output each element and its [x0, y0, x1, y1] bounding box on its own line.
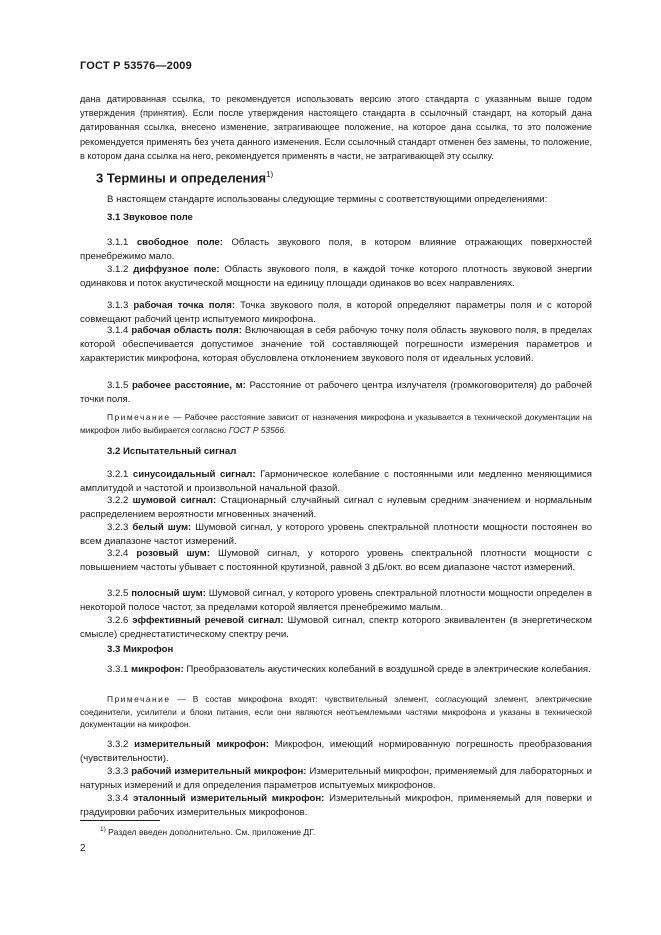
note-text: — Рабочее расстояние зависит от назначения микрофона и указывается в технической документации на микрофон либо выбирается согласно [80, 412, 593, 435]
term-3-3-3 [80, 765, 592, 793]
term-number: 3.2.5 [107, 588, 129, 599]
footnote-mark: 1) [100, 826, 106, 833]
term-3-3-4 [80, 792, 592, 820]
subsection-title-3-3: 3.3 Микрофон [107, 644, 174, 655]
term-name: микрофон: [131, 664, 184, 675]
term-3-1-1 [80, 236, 592, 264]
term-number: 3.2.3 [107, 522, 129, 533]
term-number: 3.1.1 [107, 237, 129, 248]
document-header: ГОСТ Р 53576—2009 [80, 60, 192, 72]
term-definition: Область звукового поля, в котором влияние отражающих поверхностей пренебрежимо мало. [80, 237, 592, 262]
term-definition: Гармоническое колебание с постоянными или медленно меняющимися амплитудой и частотой и произвольной начальной фазой. [80, 469, 592, 494]
term-number: 3.2.2 [107, 495, 129, 506]
term-definition: Включающая в себя рабочую точку поля область звукового поля, в пределах которой обеспечивается допустимое значение той составляющей погрешности измерения параметров и характеристик микрофона, которая обусловлена отклонением звукового поля от идеальных условий. [80, 325, 592, 364]
term-number: 3.3.3 [107, 766, 129, 777]
intro-paragraph: дана датированная ссылка, то рекомендуется использовать версию этого стандарта с указанным выше годом утверждения (принятия). Если после утверждения настоящего стандарта в ссылочный стандарт, на который дана датированная ссылка, внесено изменение, затрагивающее положение, на которое дана ссылка, то это положение рекомендуется применять без учета данного изменения. Если ссылочный стандарт отменен без замены, то положение, в котором дана ссылка на него, рекомендуется применять в части, не затрагивающей эту ссылку. [80, 94, 592, 161]
term-definition: Шумовой сигнал, спектр которого эквивалентен (в энергетическом смысле) среднестатистическому спектру речи. [80, 615, 592, 640]
term-3-2-5 [80, 587, 592, 615]
term-definition: Преобразователь акустических колебаний в воздушной среде в электрические колебания. [186, 664, 591, 675]
note-label: Примечание [107, 694, 171, 704]
footnote-separator [80, 820, 160, 821]
note-label: Примечание [107, 412, 171, 422]
note-reference: ГОСТ Р 53566. [228, 424, 287, 435]
term-3-3-2 [80, 738, 592, 766]
term-name: полосный шум: [131, 588, 206, 599]
footnote-text: Раздел введен дополнительно. См. приложение ДГ. [108, 826, 316, 837]
section-title: 3 Термины и определения [96, 170, 267, 186]
term-3-2-4 [80, 547, 592, 575]
term-number: 3.1.4 [107, 325, 129, 336]
term-definition: Шумовой сигнал, у которого уровень спектральной плотности мощности постоянен во всем диапазоне частот измерений. [80, 522, 593, 547]
term-3-1-3 [80, 299, 592, 327]
term-name: розовый шум: [136, 548, 210, 559]
term-number: 3.1.5 [107, 380, 129, 391]
term-name: измерительный микрофон: [134, 739, 269, 750]
footnote [100, 826, 315, 837]
term-3-2-6 [80, 614, 592, 642]
term-definition: Шумовой сигнал, у которого уровень спектральной плотности мощности с повышением частоты убывает с постоянной крутизной, равной 3 дБ/окт. во всем диапазоне частот измерений. [80, 548, 593, 573]
term-number: 3.2.1 [107, 469, 129, 480]
term-name: рабочее расстояние, м: [131, 380, 246, 391]
term-name: эталонный измерительный микрофон: [133, 793, 325, 804]
term-name: эффективный речевой сигнал: [132, 615, 284, 626]
term-definition: Стационарный случайный сигнал с нулевым средним значением и нормальным распределением вероятности мгновенных значений. [80, 495, 593, 520]
term-name: шумовой сигнал: [132, 495, 217, 506]
note-text: — В состав микрофона входят: чувствительный элемент, согласующий элемент, электрические соединители, усилители и блоки питания, если они являются неотъемлемыми частями микрофона и указаны в технической документации на микрофон. [80, 694, 592, 730]
term-definition: Шумовой сигнал, у которого уровень спектральной плотности мощности определен в некоторой полосе частот, за пределами которой является пренебрежимо малым. [80, 588, 592, 613]
subsection-title-3-1: 3.1 Звуковое поле [107, 212, 193, 223]
term-definition: Измерительный микрофон, применяемый для лабораторных и натурных измерений и для определения параметров испытуемых микрофонов. [80, 766, 592, 791]
term-3-1-4 [80, 324, 592, 366]
term-definition: Микрофон, имеющий нормированную погрешность преобразования (чувствительности). [80, 739, 592, 764]
term-name: белый шум: [132, 522, 192, 533]
term-definition: Область звукового поля, в каждой точке которого плотность звуковой энергии одинакова и поток акустической мощности на единицу площади одинаков во всех направлениях. [80, 264, 593, 289]
footnote-ref: 1) [266, 170, 274, 179]
note-3-3-1 [80, 693, 592, 731]
note-3-1-5 [80, 411, 592, 436]
term-definition: Расстояние от рабочего центра излучателя (громкоговорителя) до рабочей точки поля. [80, 380, 592, 405]
term-name: синусоидальный сигнал: [132, 469, 256, 480]
section-lead: В настоящем стандарте использованы следующие термины с соответствующими определениями: [107, 194, 548, 205]
term-number: 3.3.2 [107, 739, 129, 750]
term-number: 3.3.1 [107, 664, 129, 675]
subsection-title-3-2: 3.2 Испытательный сигнал [107, 446, 237, 457]
section-heading [96, 170, 273, 185]
page-number: 2 [80, 843, 86, 854]
term-name: рабочий измерительный микрофон: [131, 766, 307, 777]
term-3-1-5 [80, 379, 592, 407]
term-number: 3.2.4 [107, 548, 129, 559]
term-3-2-1 [80, 468, 592, 496]
term-3-3-1 [80, 663, 592, 677]
term-3-2-3 [80, 521, 592, 549]
term-name: рабочая область поля: [131, 325, 242, 336]
term-name: рабочая точка поля: [133, 300, 236, 311]
term-name: диффузное поле: [133, 264, 220, 275]
term-definition: Точка звукового поля, в которой определяют параметры поля и с которой совмещают рабочий центр испытуемого микрофона. [80, 300, 593, 325]
term-3-1-2 [80, 263, 592, 291]
term-number: 3.1.3 [107, 300, 129, 311]
term-number: 3.1.2 [107, 264, 129, 275]
term-definition: Измерительный микрофон, применяемый для поверки и градуировки рабочих измерительных микрофонов. [80, 793, 592, 818]
term-name: свободное поле: [136, 237, 223, 248]
term-number: 3.3.4 [107, 793, 129, 804]
term-number: 3.2.6 [107, 615, 129, 626]
term-3-2-2 [80, 494, 592, 522]
